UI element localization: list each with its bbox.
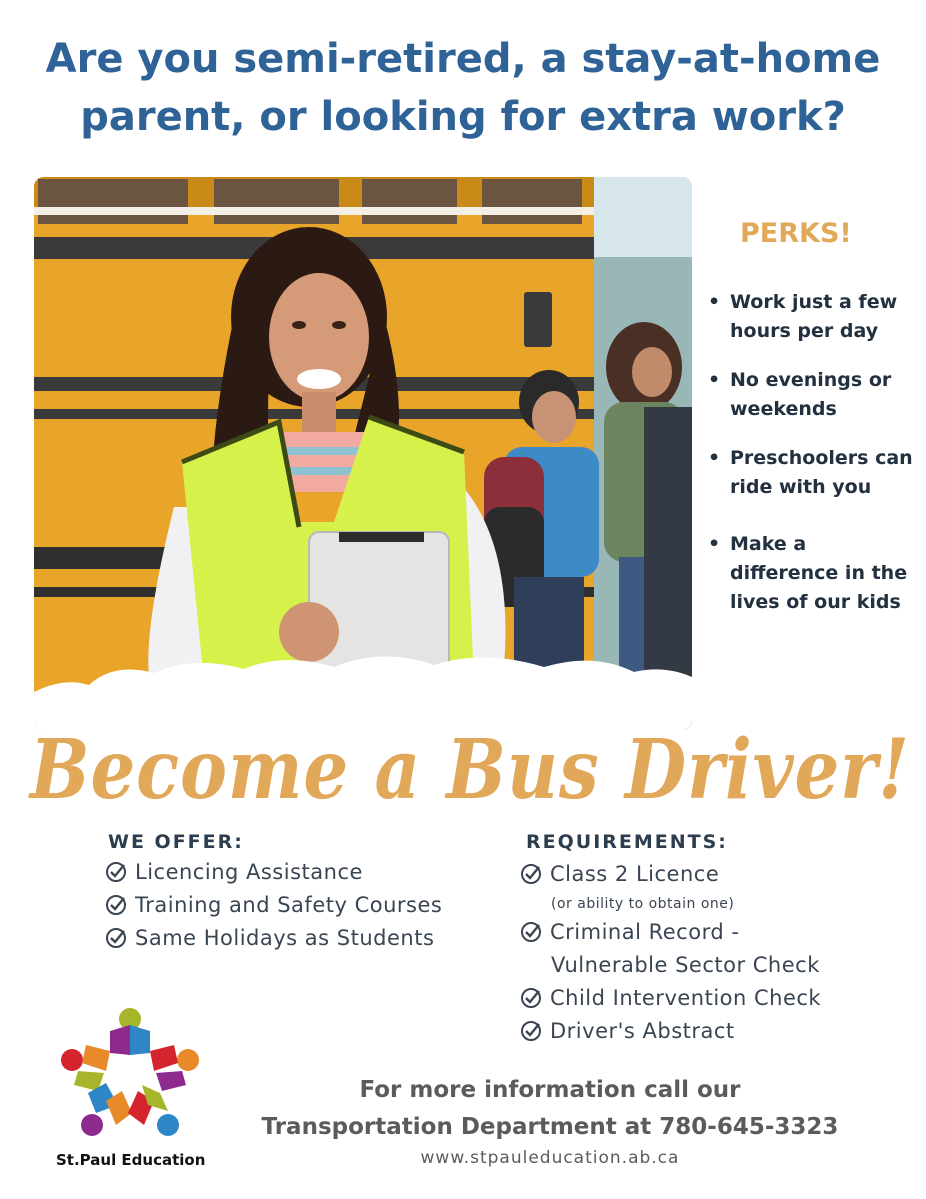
offer-item <box>105 860 363 884</box>
we-offer-heading: WE OFFER: <box>108 831 244 853</box>
offer-label: Training and Safety Courses <box>135 893 443 917</box>
check-circle-icon <box>520 863 542 885</box>
perk-item: • Preschoolers can ride with you <box>708 444 918 502</box>
logo-wordmark: St.Paul Education <box>56 1151 206 1169</box>
perks-list <box>708 288 918 617</box>
check-circle-icon <box>105 927 127 949</box>
requirement-label: Child Intervention Check <box>550 986 822 1010</box>
requirements-heading: REQUIREMENTS: <box>526 831 728 853</box>
contact-line-2: Transportation Department at 780-645-3323 <box>261 1114 839 1140</box>
requirement-item <box>520 986 821 1010</box>
check-circle-icon <box>105 894 127 916</box>
offer-label: Same Holidays as Students <box>135 926 435 950</box>
check-circle-icon <box>520 987 542 1009</box>
headline-line-1: Are you semi-retired, a stay-at-home <box>45 36 881 82</box>
perks-title: PERKS! <box>740 218 852 249</box>
requirement-item <box>520 862 719 886</box>
become-bus-driver-callout <box>20 718 920 828</box>
requirement-label: Criminal Record - <box>550 920 740 944</box>
headline-line-2: parent, or looking for extra work? <box>80 94 846 140</box>
offer-label: Licencing Assistance <box>135 860 363 884</box>
requirement-label: Class 2 Licence <box>550 862 720 886</box>
perk-item: • No evenings or weekends <box>708 366 918 424</box>
check-circle-icon <box>520 921 542 943</box>
requirement-note: (or ability to obtain one) <box>551 896 735 912</box>
offer-item <box>105 926 434 950</box>
contact-block <box>240 1072 860 1146</box>
perk-item: • Make a difference in the lives of our kids <box>708 530 918 617</box>
perk-item: • Work just a few hours per day <box>708 288 918 346</box>
check-circle-icon <box>105 861 127 883</box>
check-circle-icon <box>520 1020 542 1042</box>
requirement-label-continued: Vulnerable Sector Check <box>551 953 820 977</box>
st-paul-education-logo-icon <box>56 1005 204 1145</box>
requirement-item <box>520 1019 735 1043</box>
website-link[interactable]: www.stpauleducation.ab.ca <box>420 1148 680 1168</box>
callout-text: Become a Bus Driver! <box>28 722 911 818</box>
headline <box>20 30 906 146</box>
offer-item <box>105 893 442 917</box>
contact-line-1: For more information call our <box>359 1077 741 1103</box>
hero-photo <box>34 177 692 730</box>
requirement-item <box>520 920 739 944</box>
requirement-label: Driver's Abstract <box>550 1019 735 1043</box>
